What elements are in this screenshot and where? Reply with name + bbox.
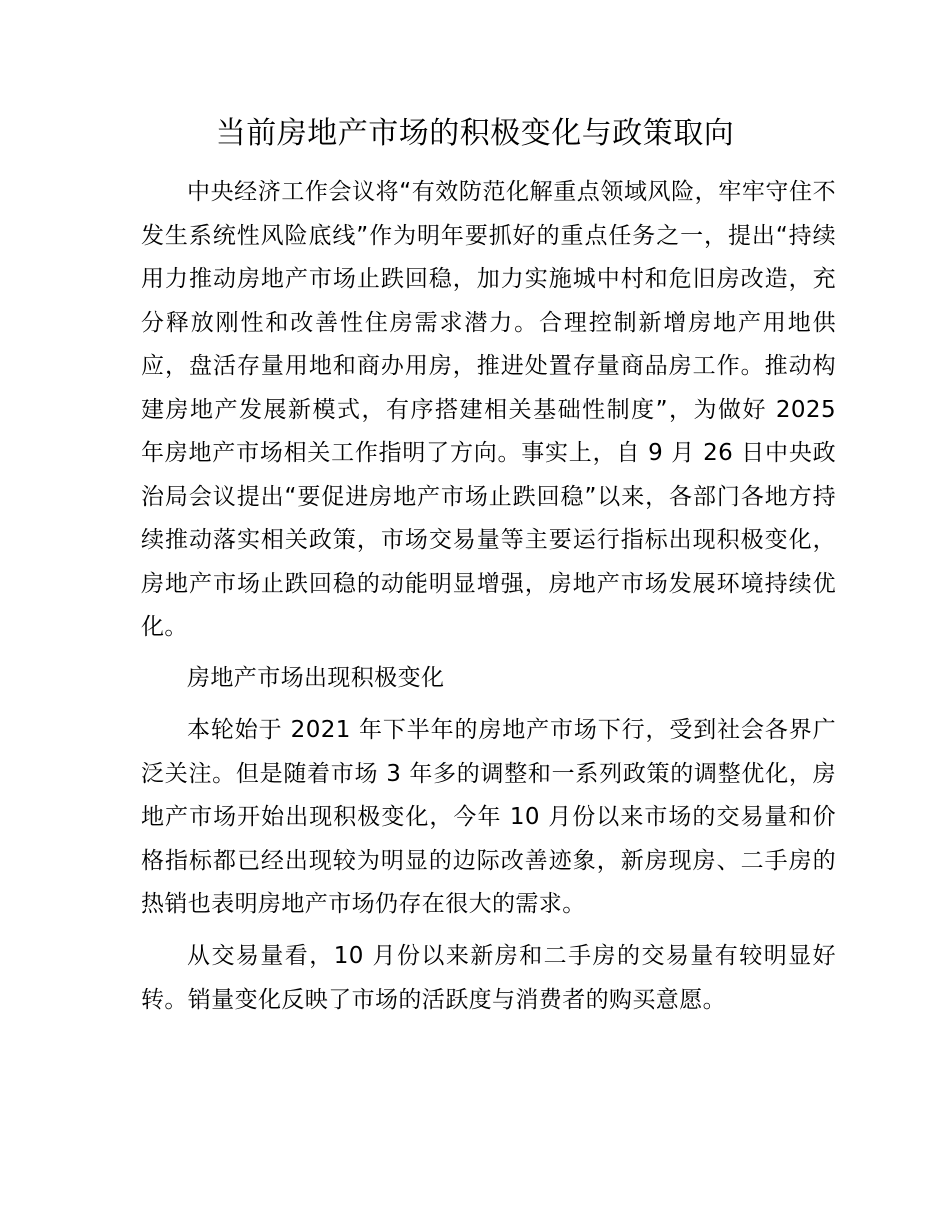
section-heading-positive-changes: 房地产市场出现积极变化 (187, 665, 445, 691)
document-title: 当前房地产市场的积极变化与政策取向 (215, 116, 735, 151)
paragraph-policy-overview: 中央经济工作会议将“有效防范化解重点领域风险，牢牢守住不发生系统性风险底线”作为明年要抓好的重点任务之一，提出“持续用力推动房地产市场止跌回稳，加力实施城中村和危旧房改造，充分释放刚性和改善性住房需求潜力。合理控制新增房地产用地供应，盘活存量用地和商办用房，推进处置存量商品房工作。推动构建房地产发展新模式，有序搭建相关基础性制度”，为做好 2025 年房地产市场相关工作指明了方向。事实上，自 9 月 26 日中央政治局会议提出“要促进房地产市场止跌回稳”以来，各部门各地方持续推动落实相关政策，市场交易量等主要运行指标出现积极变化，房地产市场止跌回稳的动能明显增强，房地产市场发展环境持续优化。 (141, 179, 836, 640)
paragraph-transaction-volume: 从交易量看，10 月份以来新房和二手房的交易量有较明显好转。销量变化反映了市场的活跃度与消费者的购买意愿。 (141, 943, 836, 1013)
paragraph-market-adjustment: 本轮始于 2021 年下半年的房地产市场下行，受到社会各界广泛关注。但是随着市场 3 年多的调整和一系列政策的调整优化，房地产市场开始出现积极变化，今年 10 月份以来市场的交易量和价格指标都已经出现较为明显的边际改善迹象，新房现房、二手房的热销也表明房地产市场仍存在很大的需求。 (141, 717, 836, 917)
